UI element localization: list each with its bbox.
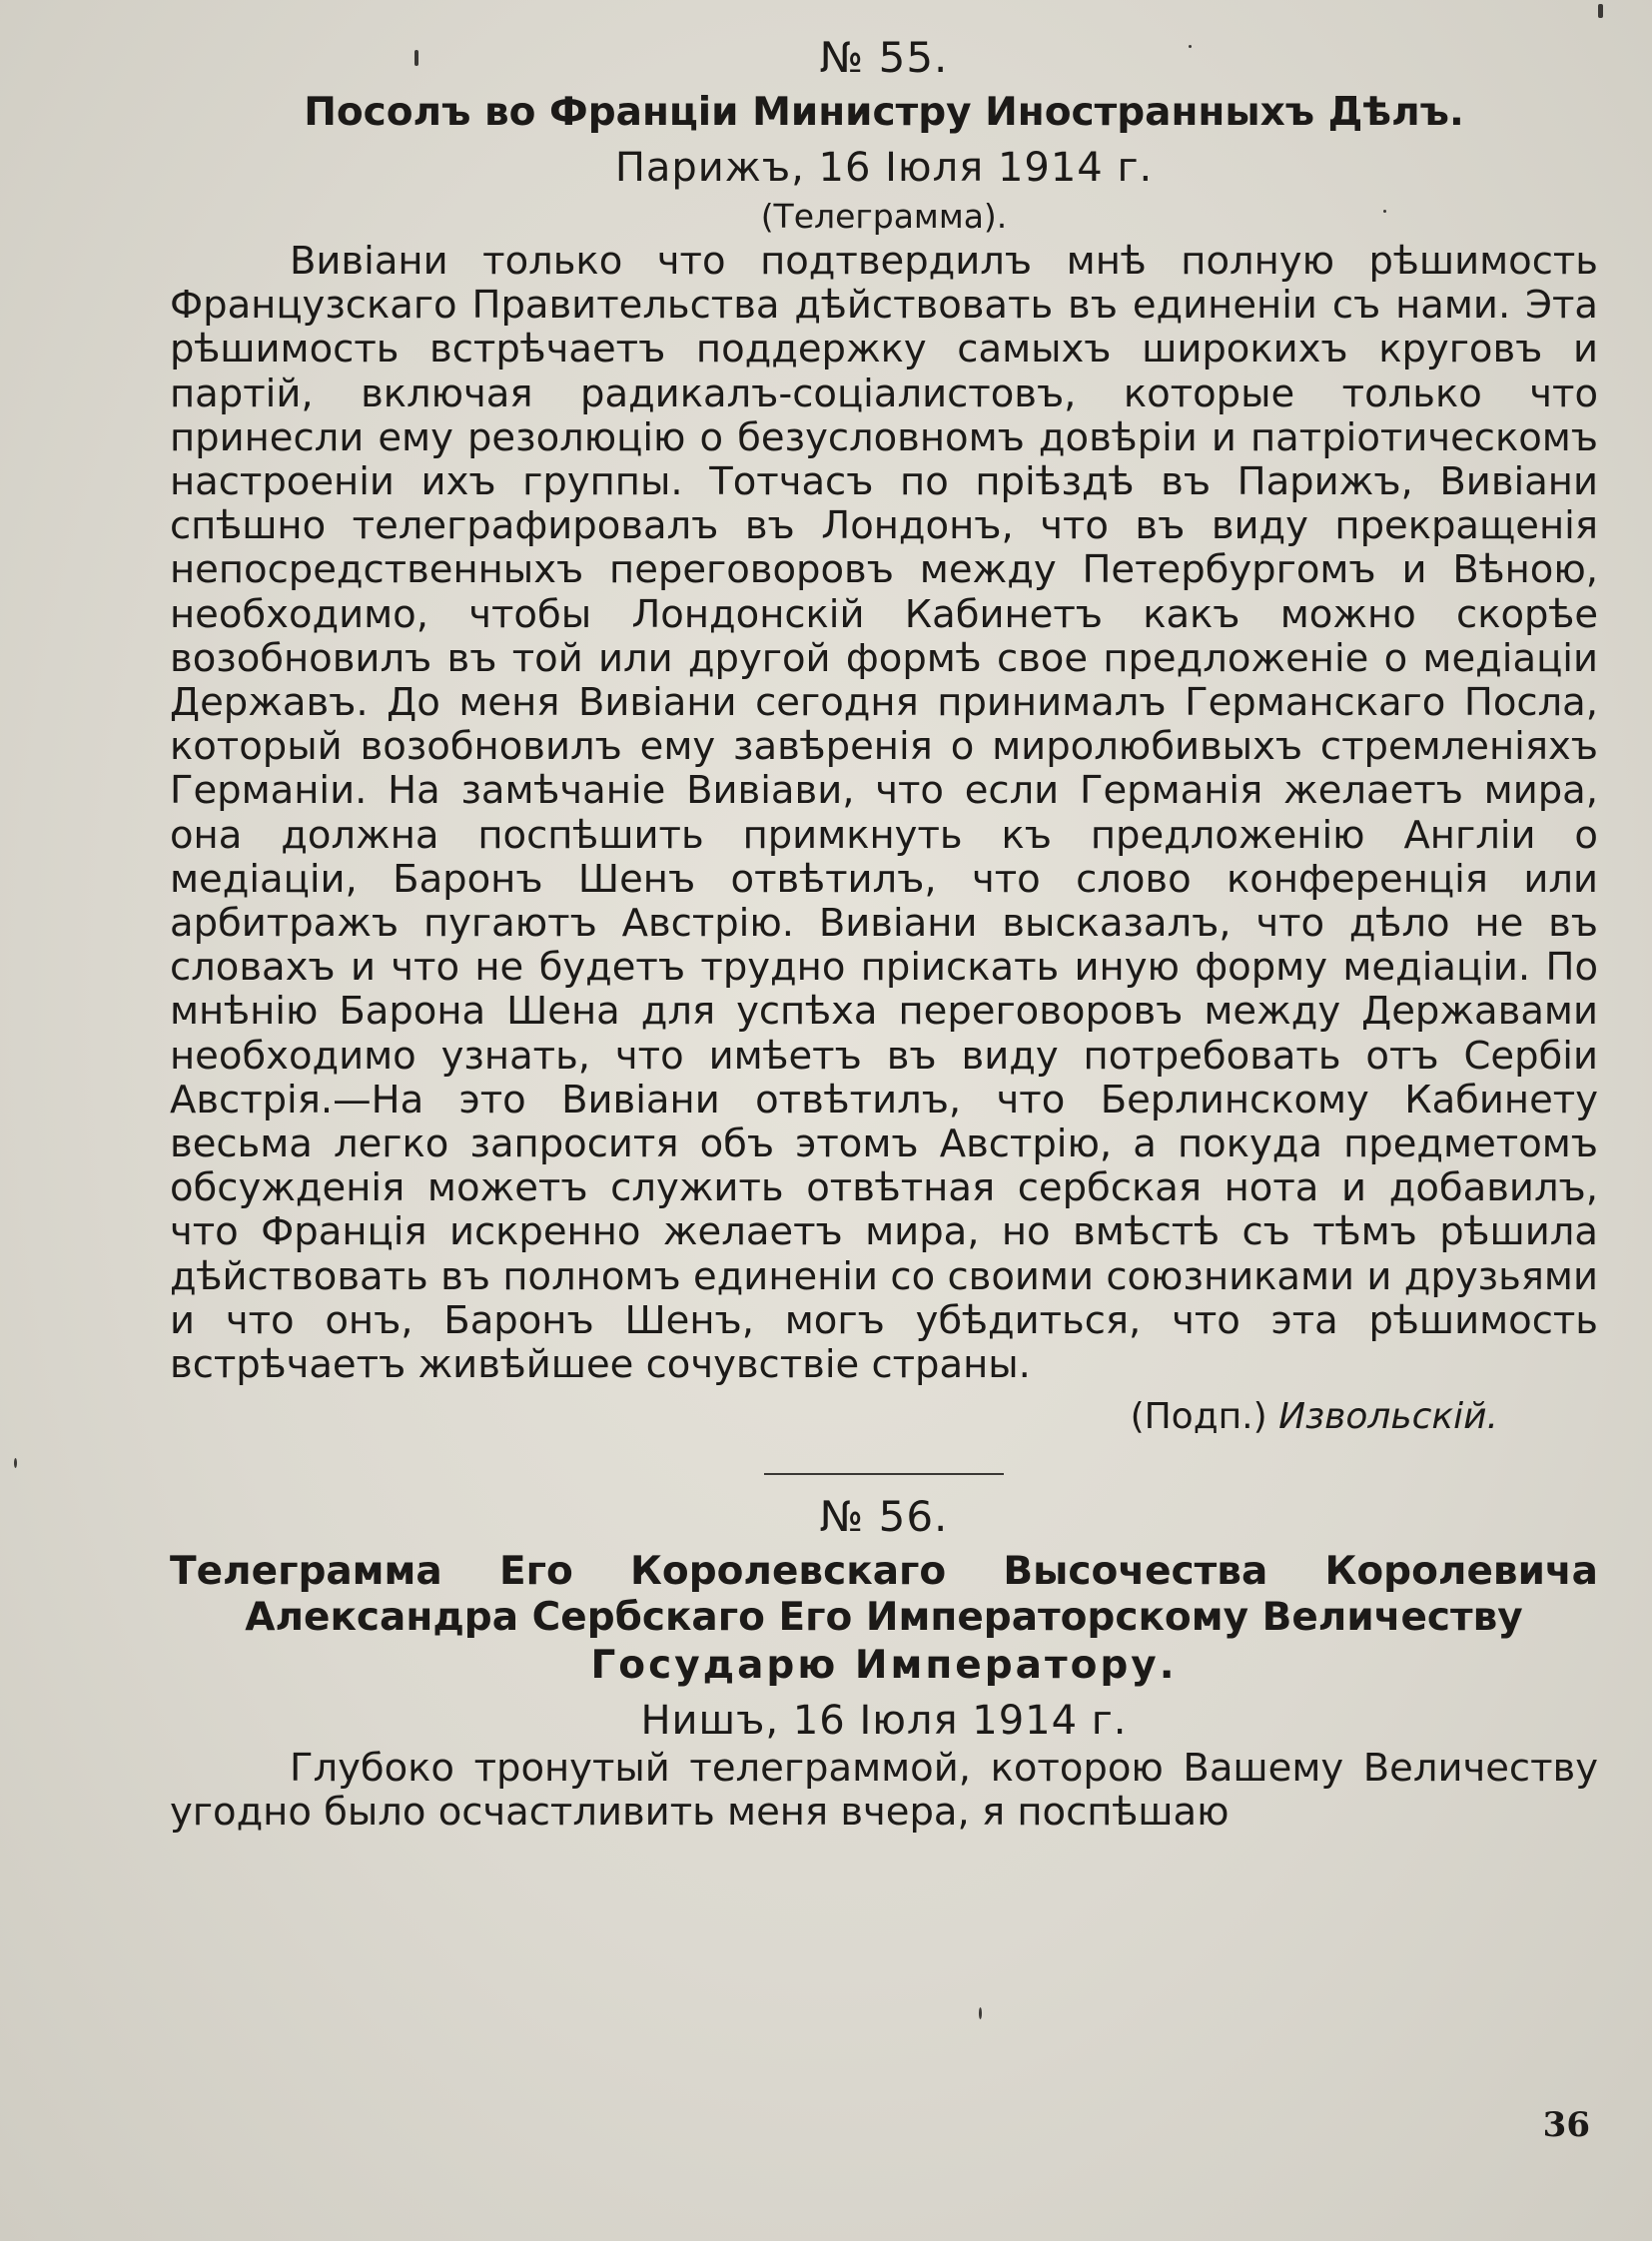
document-heading-continued: Государю Императору. xyxy=(590,1643,1178,1689)
document-number: № 56. xyxy=(819,1492,949,1542)
document-heading: Посолъ во Франціи Министру Иностранныхъ Дѣлъ. xyxy=(304,90,1464,135)
page-content xyxy=(170,30,1598,1836)
page-number: 36 xyxy=(1542,2105,1590,2145)
place-and-date: Парижъ, 16 Іюля 1914 г. xyxy=(614,145,1154,191)
document-55 xyxy=(170,30,1598,1447)
print-speck xyxy=(1598,4,1603,18)
place-and-date: Нишъ, 16 Іюля 1914 г. xyxy=(640,1698,1128,1745)
document-56 xyxy=(170,1489,1598,1835)
signature-name: Извольскій. xyxy=(1278,1396,1498,1438)
telegram-body: Вивіани только что подтвердилъ мнѣ полную рѣшимость Французскаго Правительства дѣйствовать въ единеніи съ нами. Эта рѣшимость встрѣчаетъ поддержку самыхъ широкихъ круговъ и партій, включая радикалъ-соціалистовъ, которые только что принесли ему резолюцію о безусловномъ довѣріи и патріотическомъ настроеніи ихъ группы. Тотчасъ по пріѣздѣ въ Парижъ, Вивіани спѣшно телеграфировалъ въ Лондонъ, что въ виду прекращенія непосредственныхъ переговоровъ между Петербургомъ и Вѣною, необходимо, чтобы Лондонскій Кабинетъ какъ можно скорѣе возобновилъ въ той или другой формѣ свое предложеніе о медіаціи Державъ. До меня Вивіани сегодня принималъ Германскаго Посла, который возобновилъ ему завѣренія о миролюбивыхъ стремленіяхъ Германіи. На замѣчаніе Вивіави, что если Германія желаетъ мира, она должна поспѣшить примкнуть къ предложенію Англіи о медіаціи, Баронъ Шенъ отвѣтилъ, что слово конференція или арбитражъ пугаютъ Австрію. Вивіани высказалъ, что дѣло не въ словахъ и что не будетъ трудно пріискать иную форму медіаціи. По мнѣнію Барона Шена для успѣха переговоровъ между Державами необходимо узнать, что имѣетъ въ виду потребовать отъ Сербіи Австрія.—На это Вивіани отвѣтилъ, что Берлинскому Кабинету весьма легко запроситя объ этомъ Австрію, а покуда предметомъ обсужденія можетъ служить отвѣтная сербская нота и добавилъ, что Франція искренно желаетъ мира, но вмѣстѣ съ тѣмъ рѣшила дѣйствовать въ полномъ единеніи со своими союзниками и друзьями и что онъ, Баронъ Шенъ, могъ убѣдиться, что эта рѣшимость встрѣчаетъ живѣйшее сочувствіе страны. xyxy=(170,239,1598,1388)
document-heading: Телеграмма Его Королевскаго Высочества Королевича Александра Сербскаго Его Императорскому Величеству xyxy=(170,1549,1598,1641)
signature xyxy=(170,1387,1598,1447)
document-number: № 55. xyxy=(819,33,949,82)
document-type: (Телеграмма). xyxy=(760,197,1008,236)
print-speck xyxy=(979,2007,982,2019)
telegram-body: Глубоко тронутый телеграммой, которою Вашему Величеству угодно было осчастливить меня вчера, я поспѣшаю xyxy=(170,1746,1598,1836)
signature-prefix: (Подп.) xyxy=(1130,1396,1267,1438)
section-divider xyxy=(764,1473,1004,1475)
print-speck xyxy=(14,1458,17,1468)
